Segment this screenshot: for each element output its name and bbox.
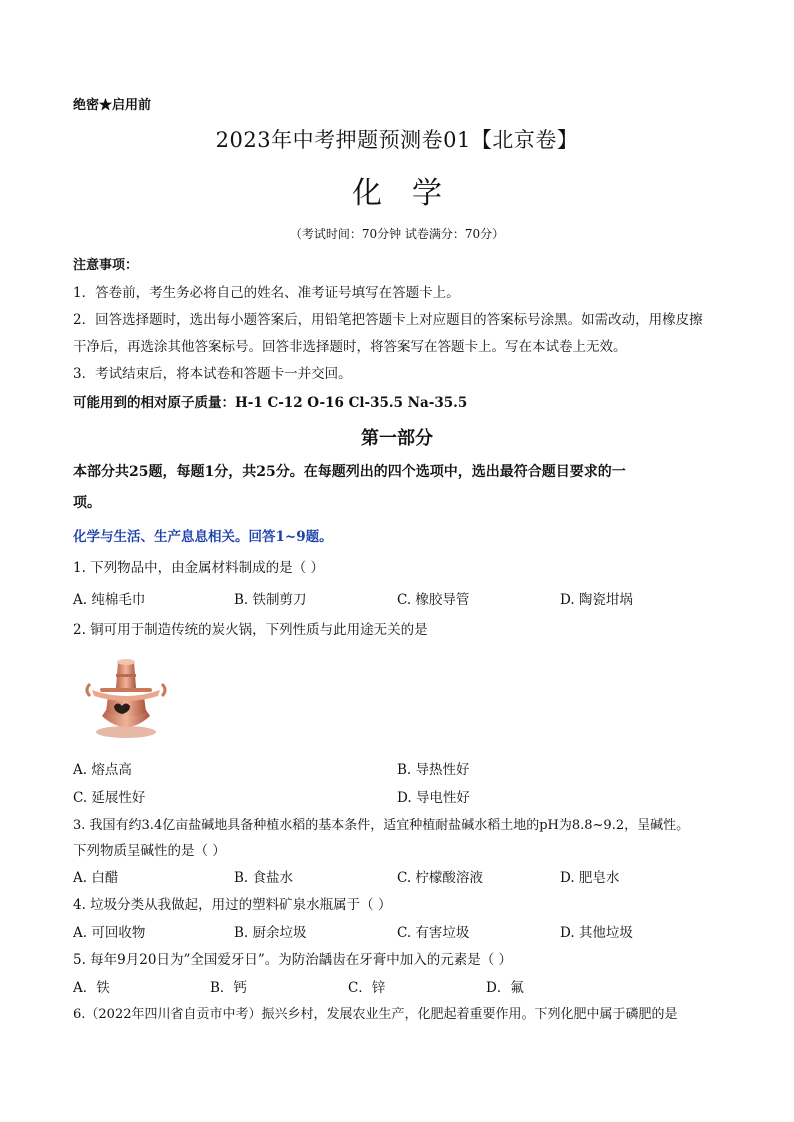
exam-info: （考试时间：70分钟 试卷满分：70分） — [289, 227, 505, 241]
option-c[interactable]: C. 橡胶导管 — [397, 592, 470, 608]
option-d[interactable]: D. 陶瓷坩埚 — [560, 592, 633, 608]
subject-title: 化学 — [352, 176, 472, 211]
option-b[interactable]: B. 铁制剪刀 — [234, 592, 307, 608]
option-a[interactable]: A. 纯棉毛巾 — [73, 592, 146, 608]
notes-heading: 注意事项： — [73, 258, 139, 273]
option-c[interactable]: C．锌 — [348, 980, 386, 996]
note-item: 2．回答选择题时，选出每小题答案后，用铅笔把答题卡上对应题目的答案标号涂黑。如需改动，用橡皮擦 — [73, 312, 703, 328]
option-d[interactable]: D. 肥皂水 — [560, 870, 620, 886]
question-stem: 1. 下列物品中，由金属材料制成的是（ ） — [73, 560, 324, 576]
exam-title: 2023年中考押题预测卷01【北京卷】 — [215, 128, 579, 152]
option-d[interactable]: D．氟 — [486, 980, 524, 996]
section-title: 第一部分 — [361, 428, 433, 449]
question-stem: 5. 每年9月20日为”全国爱牙日”。为防治龋齿在牙膏中加入的元素是（ ） — [73, 952, 513, 968]
confidential-label: 绝密★启用前 — [73, 98, 152, 113]
group-title: 化学与生活、生产息息相关。回答1~9题。 — [73, 529, 333, 545]
question-stem: 2. 铜可用于制造传统的炭火锅，下列性质与此用途无关的是 — [73, 622, 428, 638]
note-item: 3．考试结束后，将本试卷和答题卡一并交回。 — [73, 366, 352, 382]
option-b[interactable]: B．钙 — [210, 980, 247, 996]
option-a[interactable]: A. 熔点高 — [73, 762, 132, 778]
option-d[interactable]: D. 导电性好 — [397, 790, 470, 806]
question-stem-cont: 下列物质呈碱性的是（ ） — [73, 843, 226, 859]
option-a[interactable]: A．铁 — [73, 980, 110, 996]
section-desc: 本部分共25题，每题1分，共25分。在每题列出的四个选项中，选出最符合题目要求的一 — [73, 464, 626, 480]
copper-hotpot-icon — [80, 650, 172, 742]
question-stem: 4. 垃圾分类从我做起，用过的塑料矿泉水瓶属于（ ） — [73, 897, 392, 913]
option-b[interactable]: B. 食盐水 — [234, 870, 294, 886]
option-c[interactable]: C. 柠檬酸溶液 — [397, 870, 483, 886]
option-b[interactable]: B. 导热性好 — [397, 762, 470, 778]
question-stem: 6.（2022年四川省自贡市中考）振兴乡村，发展农业生产，化肥起着重要作用。下列化肥中属于磷肥的是 — [73, 1007, 678, 1022]
section-desc: 项。 — [73, 495, 101, 511]
note-item: 1．答卷前，考生务必将自己的姓名、准考证号填写在答题卡上。 — [73, 285, 460, 301]
option-a[interactable]: A. 可回收物 — [73, 925, 146, 941]
option-b[interactable]: B. 厨余垃圾 — [234, 925, 307, 941]
option-a[interactable]: A. 白醋 — [73, 870, 119, 886]
atomic-mass-line: 可能用到的相对原子质量：H-1 C-12 O-16 Cl-35.5 Na-35.5 — [73, 395, 468, 411]
option-c[interactable]: C. 有害垃圾 — [397, 925, 470, 941]
option-d[interactable]: D. 其他垃圾 — [560, 925, 633, 941]
option-c[interactable]: C. 延展性好 — [73, 790, 146, 806]
question-stem: 3. 我国有约3.4亿亩盐碱地具备种植水稻的基本条件，适宜种植耐盐碱水稻土地的pH为8.8~9.2，呈碱性。 — [73, 818, 690, 833]
note-item: 干净后，再选涂其他答案标号。回答非选择题时，将答案写在答题卡上。写在本试卷上无效。 — [73, 339, 627, 355]
